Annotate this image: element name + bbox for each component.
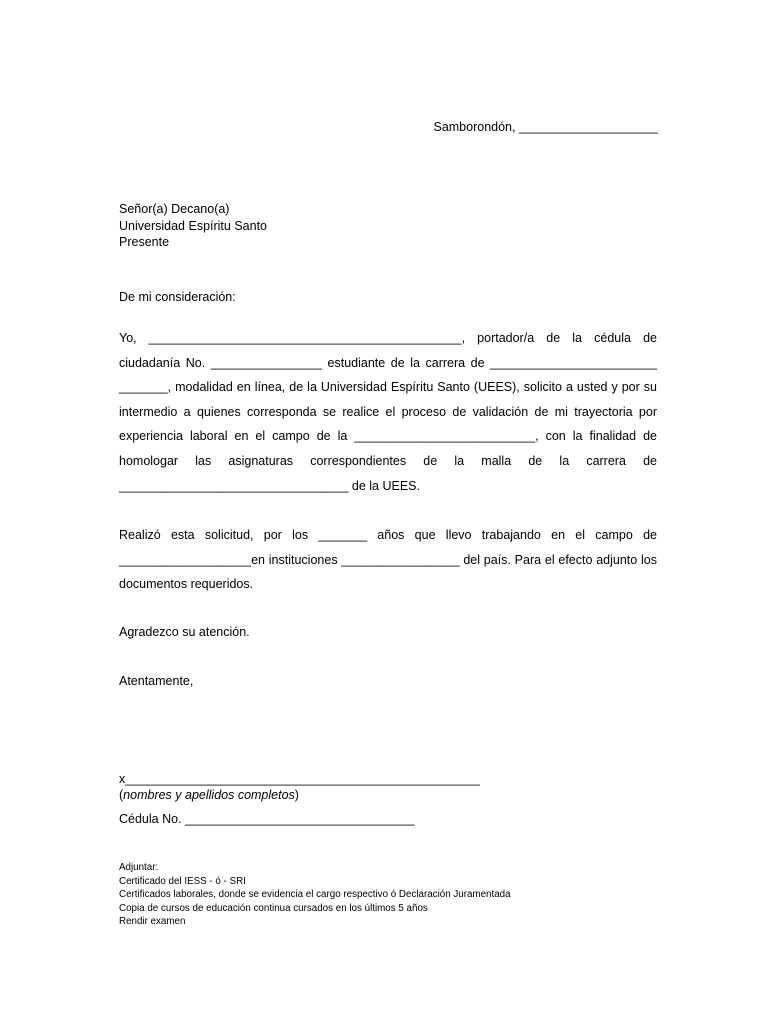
caption-italic-text: nombres y apellidos completos bbox=[123, 788, 295, 802]
request-paragraph: Yo, _____________________________________________, portador/a de la cédula de ciudadanía No. ________________ estudiante de la carrera de ________________________ _______, modalidad en línea, de la Universidad Espíritu Santo (UEES), solicito a usted y por su intermedio a quienes corresponda se realice el proceso de validación de mi trayectoria por experiencia laboral en el campo de la __________________________, con la finalidad de homologar las asignaturas correspondientes de la malla de la carrera de _________________________________ de la UEES. bbox=[119, 331, 657, 493]
attachments-title: Adjuntar: bbox=[119, 862, 159, 873]
addressee-present: Presente bbox=[119, 235, 170, 249]
cedula-line: Cédula No. _________________________________ bbox=[119, 812, 415, 826]
closing-line: Atentamente, bbox=[119, 674, 194, 688]
caption-close-paren: ) bbox=[294, 788, 299, 802]
attachment-item: Rendir examen bbox=[119, 916, 186, 927]
place-date: Samborondón, ____________________ bbox=[433, 120, 658, 134]
addressee-title: Señor(a) Decano(a) bbox=[119, 202, 230, 216]
experience-paragraph: Realizó esta solicitud, por los _______ años que llevo trabajando en el campo de ___________________en instituciones _________________ del país. Para el efecto adjunto los documentos requeridos. bbox=[119, 528, 657, 592]
caption-open-paren: ( bbox=[119, 788, 124, 802]
greeting: De mi consideración: bbox=[119, 290, 236, 304]
signature-line: x___________________________________________________ bbox=[119, 772, 480, 786]
thanks-line: Agradezco su atención. bbox=[119, 625, 250, 639]
attachment-item: Certificado del IESS - ó - SRI bbox=[119, 875, 246, 887]
addressee-block bbox=[119, 201, 267, 251]
attachment-item: Certificados laborales, donde se evidencia el cargo respectivo ó Declaración Juramentada bbox=[119, 889, 511, 900]
addressee-institution: Universidad Espíritu Santo bbox=[119, 218, 267, 233]
signature-name-caption bbox=[119, 788, 299, 802]
attachments-block bbox=[119, 861, 511, 929]
attachment-item: Copia de cursos de educación continua cursados en los últimos 5 años bbox=[119, 902, 428, 914]
